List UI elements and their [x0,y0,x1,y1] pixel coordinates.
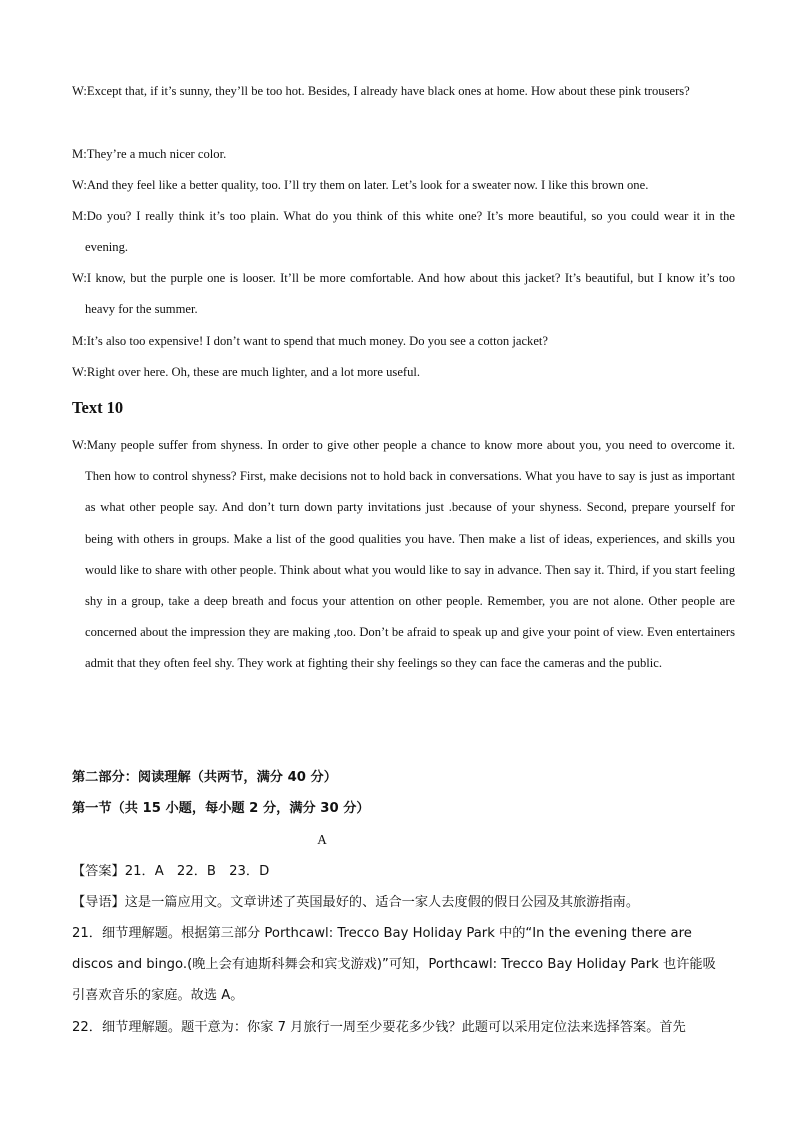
answer-line: 【答案】21．A 22．B 23．D [72,864,270,879]
dialogue-line-6: M:It’s also too expensive! I don’t want to spend that much money. Do you see a cotton jacket? [72,334,549,348]
guide-line: 【导语】这是一篇应用文。文章讲述了英国最好的、适合一家人去度假的假日公园及其旅游指南。 [72,895,640,910]
dialogue-line-3: W:And they feel like a better quality, too. I’ll try them on later. Let’s look for a sweater now. I like this brown one. [72,178,649,192]
passage-label: A [317,832,327,847]
q22-explanation: 22．细节理解题。题干意为：你家 7 月旅行一周至少要花多少钱？此题可以采用定位法来选择答案。首先 [72,1020,686,1035]
dialogue-line-1: W:Except that, if it’s sunny, they’ll be too hot. Besides, I already have black ones at home. How about these pink trousers? [72,84,690,98]
section1-title: 第一节（共 15 小题，每小题 2 分，满分 30 分） [72,801,370,816]
text10-heading: Text 10 [72,398,124,417]
dialogue-line-2: M:They’re a much nicer color. [72,147,227,161]
q21-explanation: 21．细节理解题。根据第三部分 Porthcawl: Trecco Bay Holiday Park 中的“In the evening there are discos and bingo.(晚上会有迪斯科舞会和宾戈游戏)”可知，Porthcawl: Trecco Bay Holiday Park 也许能吸引喜欢音乐的家庭。故选 A。 [72,926,716,1004]
text10-body: W:Many people suffer from shyness. In order to give other people a chance to know more about you, you need to overcome it. Then how to control shyness? First, make decisions not to hold back in conversations. What you have to say is just as important as what other people say. And don’t turn down party invitations just .because of your shyness. Second, prepare yourself for being with others in groups. Make a list of the good qualities you have. Then make a list of ideas, experiences, and skills you would like to share with other people. Think about what you would like to say in advance. Then say it. Third, if you start feeling shy in a group, take a deep breath and focus your attention on other people. Remember, you are not alone. Other people are concerned about the impression they are making ,too. Don’t be afraid to speak up and give your point of view. Even entertainers admit that they often feel shy. They work at fighting their shy feelings so they can face the cameras and the public. [72,438,735,671]
dialogue-line-4: M:Do you? I really think it’s too plain. What do you think of this white one? It’s more beautiful, so you could wear it in the evening. [72,209,735,255]
part2-title: 第二部分：阅读理解（共两节，满分 40 分） [72,770,337,785]
dialogue-line-5: W:I know, but the purple one is looser. It’ll be more comfortable. And how about this jacket? It’s beautiful, but I know it’s too heavy for the summer. [72,271,735,317]
dialogue-line-7: W:Right over here. Oh, these are much lighter, and a lot more useful. [72,365,421,379]
